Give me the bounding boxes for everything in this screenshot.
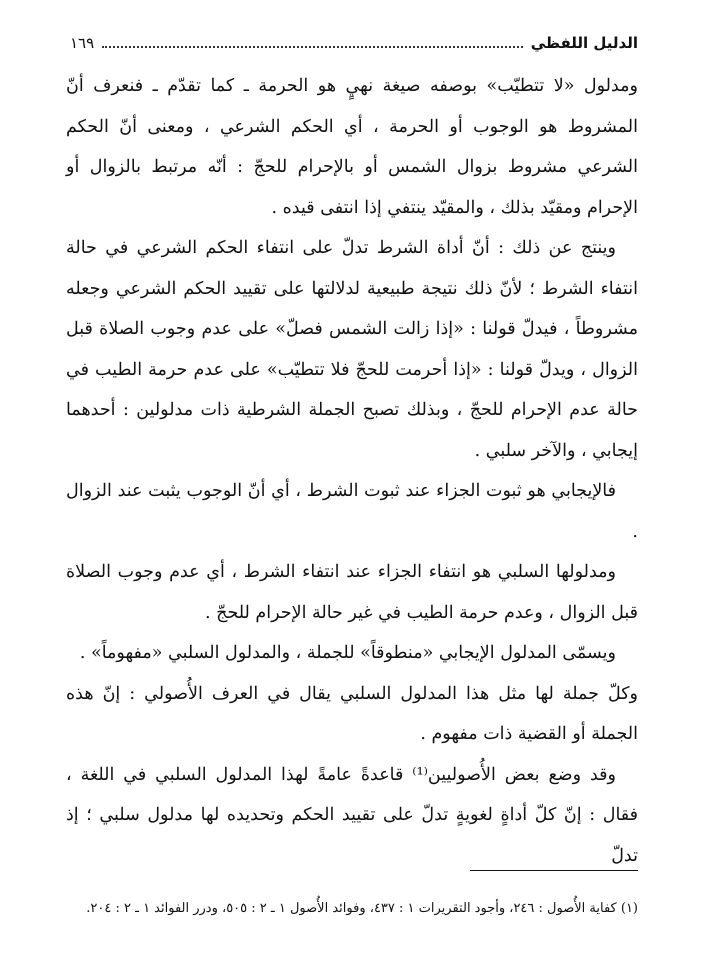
paragraph: فالإيجابي هو ثبوت الجزاء عند ثبوت الشرط ، أي أنّ الوجوب يثبت عند الزوال . [66,481,638,542]
body-text [66,66,638,876]
page-number: ١٦٩ [70,34,95,52]
page-header [70,28,638,58]
footnote-1: (١) كفاية الأُصول : ٢٤٦، وأجود التقريرات ١ : ٤٣٧، وفوائد الأُصول ١ ـ ٢ : ٥٠٥، ودرر الفوائد ١ ـ ٢ : ٢٠٤. [86,901,638,916]
footnote-separator [470,870,638,871]
paragraph: ويسمّى المدلول الإيجابي «منطوقاً» للجملة ، والمدلول السلبي «مفهوماً» . [79,643,616,663]
footnote-area [66,892,638,926]
paragraph: وقد وضع بعض الأُصوليين⁽¹⁾ قاعدةً عامةً لهذا المدلول السلبي في اللغة ، فقال : إنّ كلّ أداةٍ لغويةٍ تدلّ على تقييد الحكم وتحديده لها مدلول سلبي ؛ إذ تدلّ [66,764,638,866]
paragraph: وكلّ جملة لها مثل هذا المدلول السلبي يقال في العرف الأُصولي : إنّ هذه الجملة أو القضية ذات مفهوم . [66,683,638,744]
paragraph: وينتج عن ذلك : أنّ أداة الشرط تدلّ على انتفاء الحكم الشرعي في حالة انتفاء الشرط ؛ لأنّ ذلك نتيجة طبيعية لدلالتها على تقييد الحكم الشرعي وجعله مشروطاً ، فيدلّ قولنا : «إذا زالت الشمس فصلّ» على عدم وجوب الصلاة قبل الزوال ، ويدلّ قولنا : «إذا أحرمت للحجّ فلا تتطيّب» على عدم حرمة الطيب في حالة عدم الإحرام للحجّ ، وبذلك تصبح الجملة الشرطية ذات مدلولين : أحدهما إيجابي ، والآخر سلبي . [66,238,638,461]
paragraph: ومدلول «لا تتطيّب» بوصفه صيغة نهيٍ هو الحرمة ـ كما تقدّم ـ فنعرف أنّ المشروط هو الوجوب أو الحرمة ، أي الحكم الشرعي ، ومعنى أنّ الحكم الشرعي مشروط بزوال الشمس أو بالإحرام للحجّ : أنّه مرتبط بالزوال أو الإحرام ومقيّد بذلك ، والمقيّد ينتفي إذا انتفى قيده . [66,76,638,218]
running-title: الدليل اللفظي [530,34,638,52]
header-dot-leader [102,46,523,48]
paragraph: ومدلولها السلبي هو انتفاء الجزاء عند انتفاء الشرط ، أي عدم وجوب الصلاة قبل الزوال ، وعدم حرمة الطيب في غير حالة الإحرام للحجّ . [66,562,638,623]
